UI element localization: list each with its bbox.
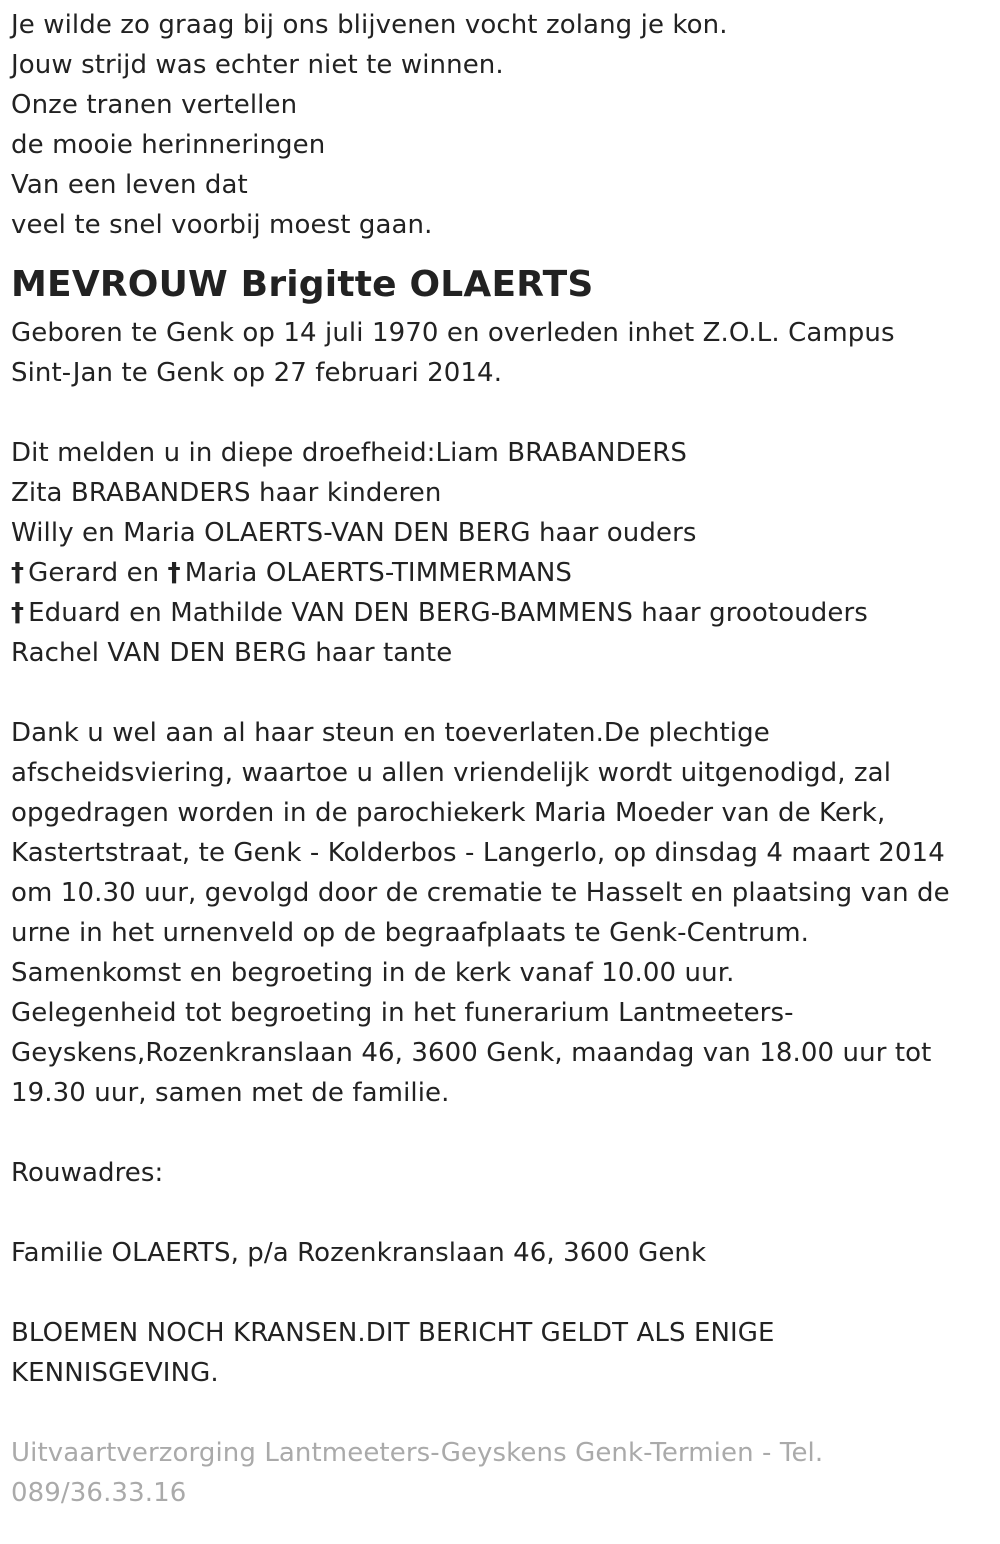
family-line bbox=[11, 553, 991, 593]
ceremony-line: Samenkomst en begroeting in de kerk vanaf 10.00 uur. bbox=[11, 958, 735, 988]
notice bbox=[11, 1313, 991, 1393]
family-line-text: Gerard en bbox=[28, 558, 160, 588]
poem-line: Onze tranen vertellen bbox=[11, 90, 298, 120]
poem-line: Jouw strijd was echter niet te winnen. bbox=[11, 50, 504, 80]
poem bbox=[11, 5, 991, 245]
family-line-text: Maria OLAERTS-TIMMERMANS bbox=[184, 558, 573, 588]
notice-line: BLOEMEN NOCH KRANSEN.DIT BERICHT GELDT ALS ENIGE bbox=[11, 1318, 775, 1348]
spacer bbox=[11, 393, 991, 433]
family-line: Dit melden u in diepe droefheid:Liam BRABANDERS bbox=[11, 438, 687, 468]
footer-line: 089/36.33.16 bbox=[11, 1478, 187, 1508]
spacer bbox=[11, 1273, 991, 1313]
family-line: Rachel VAN DEN BERG haar tante bbox=[11, 638, 453, 668]
family-list bbox=[11, 433, 991, 673]
ceremony-line: afscheidsviering, waartoe u allen vriendelijk wordt uitgenodigd, zal bbox=[11, 758, 892, 788]
funeral-home-footer bbox=[11, 1433, 991, 1513]
birth-death-info bbox=[11, 313, 991, 393]
ceremony-line: Kastertstraat, te Genk - Kolderbos - Langerlo, op dinsdag 4 maart 2014 bbox=[11, 838, 945, 868]
deceased-name: MEVROUW Brigitte OLAERTS bbox=[11, 264, 594, 305]
ceremony-line: om 10.30 uur, gevolgd door de crematie te Hasselt en plaatsing van de bbox=[11, 878, 950, 908]
ceremony-line: Geyskens,Rozenkranslaan 46, 3600 Genk, maandag van 18.00 uur tot bbox=[11, 1038, 932, 1068]
cross-icon: † bbox=[11, 598, 25, 628]
obituary-document bbox=[11, 5, 991, 1513]
ceremony-line: Dank u wel aan al haar steun en toeverlaten.De plechtige bbox=[11, 718, 770, 748]
family-line: Willy en Maria OLAERTS-VAN DEN BERG haar ouders bbox=[11, 518, 697, 548]
footer-line: Uitvaartverzorging Lantmeeters-Geyskens Genk-Termien - Tel. bbox=[11, 1438, 824, 1468]
family-line: Zita BRABANDERS haar kinderen bbox=[11, 478, 442, 508]
ceremony-line: opgedragen worden in de parochiekerk Maria Moeder van de Kerk, bbox=[11, 798, 886, 828]
spacer bbox=[11, 673, 991, 713]
birth-death-line: Sint-Jan te Genk op 27 februari 2014. bbox=[11, 358, 503, 388]
mourning-address: Familie OLAERTS, p/a Rozenkranslaan 46, 3600 Genk bbox=[11, 1238, 707, 1268]
spacer bbox=[11, 1193, 991, 1233]
poem-line: Van een leven dat bbox=[11, 170, 248, 200]
ceremony-line: urne in het urnenveld op de begraafplaats te Genk-Centrum. bbox=[11, 918, 810, 948]
address-label: Rouwadres: bbox=[11, 1158, 164, 1188]
cross-icon: † bbox=[167, 558, 181, 588]
spacer bbox=[11, 1393, 991, 1433]
poem-line: veel te snel voorbij moest gaan. bbox=[11, 210, 433, 240]
ceremony-line: 19.30 uur, samen met de familie. bbox=[11, 1078, 450, 1108]
cross-icon: † bbox=[11, 558, 25, 588]
notice-line: KENNISGEVING. bbox=[11, 1358, 219, 1388]
family-line-text: Eduard en Mathilde VAN DEN BERG-BAMMENS haar grootouders bbox=[28, 598, 868, 628]
family-line bbox=[11, 593, 991, 633]
poem-line: de mooie herinneringen bbox=[11, 130, 326, 160]
ceremony-line: Gelegenheid tot begroeting in het funerarium Lantmeeters- bbox=[11, 998, 794, 1028]
poem-line: Je wilde zo graag bij ons blijvenen vocht zolang je kon. bbox=[11, 10, 728, 40]
spacer bbox=[11, 1113, 991, 1153]
birth-death-line: Geboren te Genk op 14 juli 1970 en overleden inhet Z.O.L. Campus bbox=[11, 318, 895, 348]
ceremony-info bbox=[11, 713, 991, 1113]
